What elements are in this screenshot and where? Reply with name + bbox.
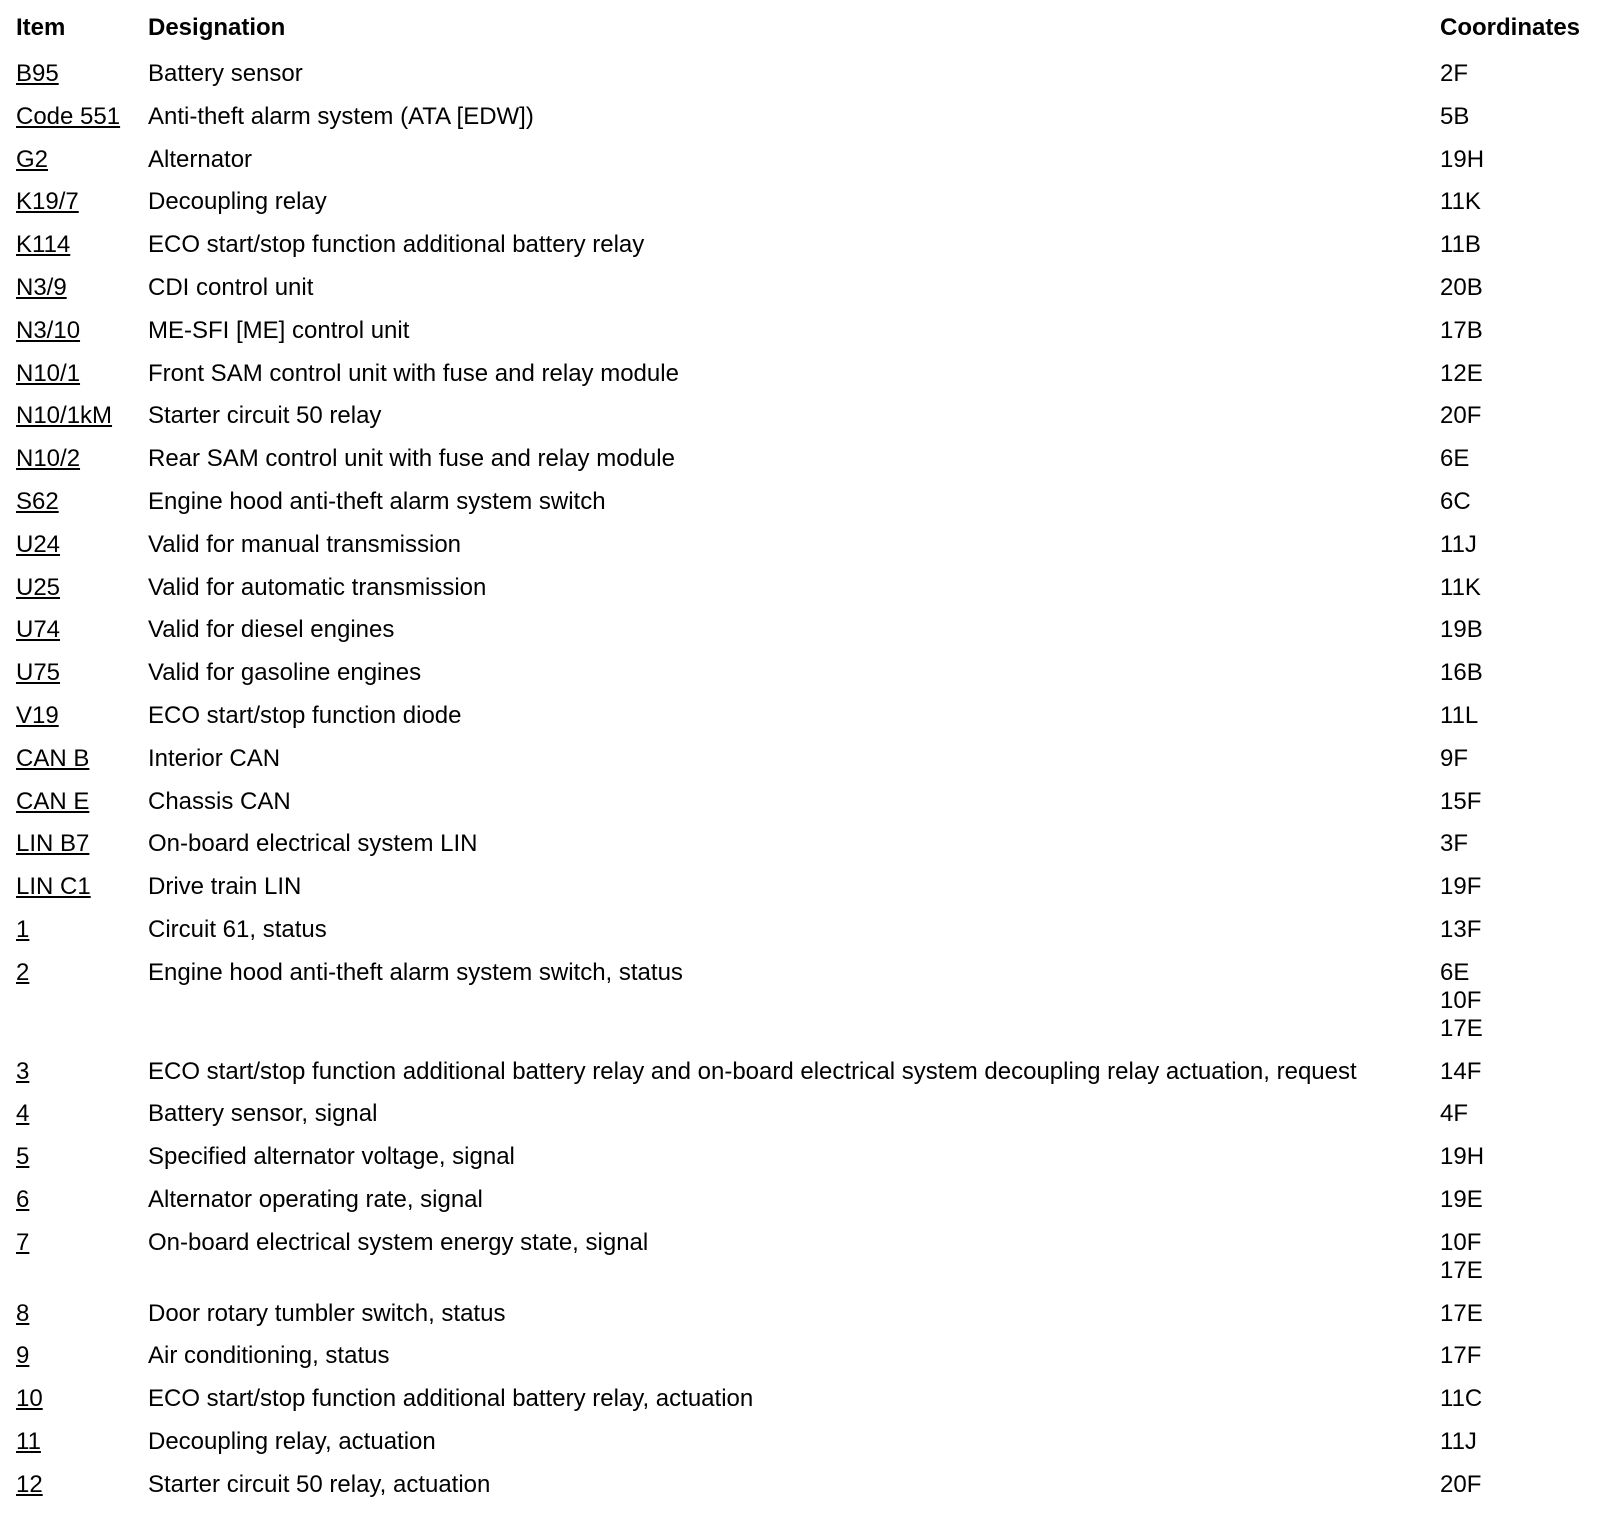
designation-text: CDI control unit	[148, 274, 314, 301]
designation-text: ECO start/stop function additional battery relay	[148, 231, 645, 259]
coordinate-value: 10F	[1440, 1228, 1482, 1256]
item-link[interactable]: N10/2	[16, 445, 81, 473]
coordinates-cell	[1440, 1385, 1482, 1413]
designation-text: Starter circuit 50 relay	[148, 402, 382, 430]
coordinates-cell	[1440, 188, 1481, 216]
designation-text: Decoupling relay	[148, 188, 327, 216]
item-link[interactable]: 10	[16, 1385, 43, 1413]
item-link[interactable]: 11	[16, 1428, 41, 1455]
coordinate-value: 17B	[1440, 316, 1483, 344]
designation-text: Specified alternator voltage, signal	[148, 1143, 515, 1171]
coordinate-value: 11J	[1440, 530, 1477, 558]
designation-text: Starter circuit 50 relay, actuation	[148, 1470, 491, 1498]
item-link[interactable]: N10/1	[16, 359, 81, 387]
coordinate-value: 11C	[1440, 1385, 1483, 1413]
coordinates-cell	[1440, 1143, 1484, 1171]
coordinate-value: 11L	[1440, 702, 1479, 729]
coordinate-value: 19F	[1440, 873, 1482, 901]
coordinates-cell	[1440, 1186, 1483, 1214]
coordinate-value: 6E	[1440, 445, 1470, 473]
item-link[interactable]: CAN B	[16, 744, 90, 772]
coordinates-cell	[1440, 445, 1469, 473]
item-link[interactable]: S62	[16, 488, 59, 515]
coordinate-value: 9F	[1440, 744, 1469, 772]
designation-text: Front SAM control unit with fuse and relay module	[148, 359, 679, 387]
designation-text: ECO start/stop function diode	[148, 702, 462, 729]
coordinates-cell	[1440, 360, 1483, 388]
coordinates-cell	[1440, 103, 1469, 131]
designation-text: ME-SFI [ME] control unit	[148, 316, 410, 344]
designation-text: Battery sensor	[148, 60, 303, 87]
item-link[interactable]: N3/10	[16, 316, 81, 344]
coordinate-value: 3F	[1440, 830, 1469, 858]
coordinate-value: 17E	[1440, 1014, 1483, 1042]
coordinates-cell	[1440, 146, 1484, 174]
coordinates-cell	[1440, 1229, 1483, 1285]
coordinates-cell	[1440, 959, 1483, 1043]
coordinate-value: 17E	[1440, 1256, 1483, 1284]
designation-text: Valid for manual transmission	[148, 530, 462, 558]
coordinate-value: 6C	[1440, 488, 1471, 515]
table-header	[0, 14, 1600, 54]
coordinates-cell	[1440, 745, 1468, 773]
coordinate-value: 10F	[1440, 986, 1482, 1014]
coordinate-value: 11J	[1440, 1428, 1477, 1455]
coordinates-cell	[1440, 317, 1483, 345]
designation-text: Alternator	[148, 145, 253, 173]
coordinates-cell	[1440, 402, 1481, 430]
item-link[interactable]: 2	[16, 958, 30, 986]
coordinate-value: 11K	[1440, 573, 1481, 601]
coordinate-value: 5B	[1440, 102, 1470, 130]
coordinate-value: 19H	[1440, 145, 1485, 173]
item-link[interactable]: 9	[16, 1342, 30, 1370]
item-link[interactable]: 3	[16, 1057, 30, 1085]
designation-text: Door rotary tumbler switch, status	[148, 1299, 506, 1327]
item-link[interactable]: Code 551	[16, 102, 121, 130]
item-link[interactable]: 5	[16, 1143, 30, 1171]
item-link[interactable]: 8	[16, 1299, 30, 1327]
coordinates-cell	[1440, 702, 1478, 730]
coordinate-value: 20F	[1440, 1470, 1482, 1498]
item-link[interactable]: 7	[16, 1228, 30, 1256]
coordinate-value: 13F	[1440, 916, 1482, 943]
item-link[interactable]: V19	[16, 702, 59, 729]
designation-text: Air conditioning, status	[148, 1342, 390, 1370]
item-link[interactable]: CAN E	[16, 787, 90, 815]
designation-text: Decoupling relay, actuation	[148, 1428, 436, 1455]
coordinates-cell	[1440, 531, 1477, 559]
coordinate-value: 17F	[1440, 1342, 1482, 1370]
item-link[interactable]: 12	[16, 1470, 43, 1498]
item-link[interactable]: U24	[16, 530, 61, 558]
designation-text: Valid for automatic transmission	[148, 573, 487, 601]
coordinates-cell	[1440, 1342, 1481, 1370]
item-link[interactable]: N3/9	[16, 274, 67, 301]
coordinates-cell	[1440, 488, 1471, 516]
designation-text: Valid for gasoline engines	[148, 659, 422, 687]
header-item: Item	[16, 14, 66, 41]
coordinates-cell	[1440, 873, 1481, 901]
coordinates-cell	[1440, 616, 1483, 644]
coordinate-value: 4F	[1440, 1100, 1469, 1128]
designation-text: Rear SAM control unit with fuse and relay module	[148, 445, 675, 473]
coordinate-value: 14F	[1440, 1057, 1482, 1085]
coordinates-cell	[1440, 1471, 1481, 1499]
coordinate-value: 20B	[1440, 274, 1483, 301]
designation-text: Engine hood anti-theft alarm system switch, status	[148, 958, 683, 986]
designation-text: Anti-theft alarm system (ATA [EDW])	[148, 102, 534, 130]
designation-text: Engine hood anti-theft alarm system switch	[148, 488, 606, 515]
coordinates-cell	[1440, 659, 1483, 687]
coordinate-value: 20F	[1440, 402, 1482, 430]
coordinate-value: 6E	[1440, 958, 1470, 986]
item-link[interactable]: 6	[16, 1186, 30, 1213]
item-link[interactable]: LIN C1	[16, 873, 91, 901]
item-link[interactable]: B95	[16, 60, 59, 87]
item-link[interactable]: LIN B7	[16, 830, 90, 858]
coordinate-value: 2F	[1440, 60, 1469, 87]
item-link[interactable]: G2	[16, 145, 49, 173]
header-coordinates: Coordinates	[1440, 14, 1581, 41]
item-link[interactable]: N10/1kM	[16, 402, 113, 430]
item-link[interactable]: K114	[16, 231, 71, 259]
coordinate-value: 15F	[1440, 787, 1482, 815]
designation-text: On-board electrical system energy state, signal	[148, 1228, 649, 1256]
coordinates-cell	[1440, 916, 1481, 944]
coordinate-value: 11B	[1440, 231, 1481, 259]
designation-text: Interior CAN	[148, 744, 281, 772]
coordinate-value: 11K	[1440, 188, 1481, 216]
coordinates-cell	[1440, 1058, 1481, 1086]
item-link[interactable]: 4	[16, 1100, 30, 1128]
coordinates-cell	[1440, 1300, 1483, 1328]
coordinates-cell	[1440, 231, 1481, 259]
designation-text: ECO start/stop function additional battery relay, actuation	[148, 1385, 754, 1413]
designation-text: Chassis CAN	[148, 787, 291, 815]
coordinates-cell	[1440, 830, 1468, 858]
coordinates-cell	[1440, 274, 1483, 302]
coordinate-value: 16B	[1440, 659, 1483, 687]
item-link[interactable]: 1	[16, 916, 30, 943]
designation-text: Circuit 61, status	[148, 916, 327, 943]
designation-text: Battery sensor, signal	[148, 1100, 378, 1128]
coordinate-value: 19E	[1440, 1186, 1483, 1213]
coordinates-cell	[1440, 1428, 1477, 1456]
item-link[interactable]: U74	[16, 616, 61, 644]
coordinates-cell	[1440, 788, 1481, 816]
header-designation: Designation	[148, 14, 286, 41]
designation-text: ECO start/stop function additional battery relay and on-board electrical system decoupling relay actuation, request	[148, 1057, 1357, 1085]
item-link[interactable]: K19/7	[16, 188, 79, 216]
coordinate-value: 19H	[1440, 1143, 1485, 1171]
coordinates-cell	[1440, 1100, 1468, 1128]
coordinates-cell	[1440, 60, 1468, 88]
coordinates-cell	[1440, 574, 1481, 602]
designation-text: Drive train LIN	[148, 873, 302, 901]
item-link[interactable]: U25	[16, 573, 61, 601]
coordinate-value: 12E	[1440, 359, 1483, 387]
designation-text: On-board electrical system LIN	[148, 830, 478, 858]
item-link[interactable]: U75	[16, 659, 61, 687]
designation-text: Valid for diesel engines	[148, 616, 395, 644]
designation-text: Alternator operating rate, signal	[148, 1186, 483, 1213]
coordinate-value: 19B	[1440, 616, 1483, 644]
coordinate-value: 17E	[1440, 1299, 1483, 1327]
